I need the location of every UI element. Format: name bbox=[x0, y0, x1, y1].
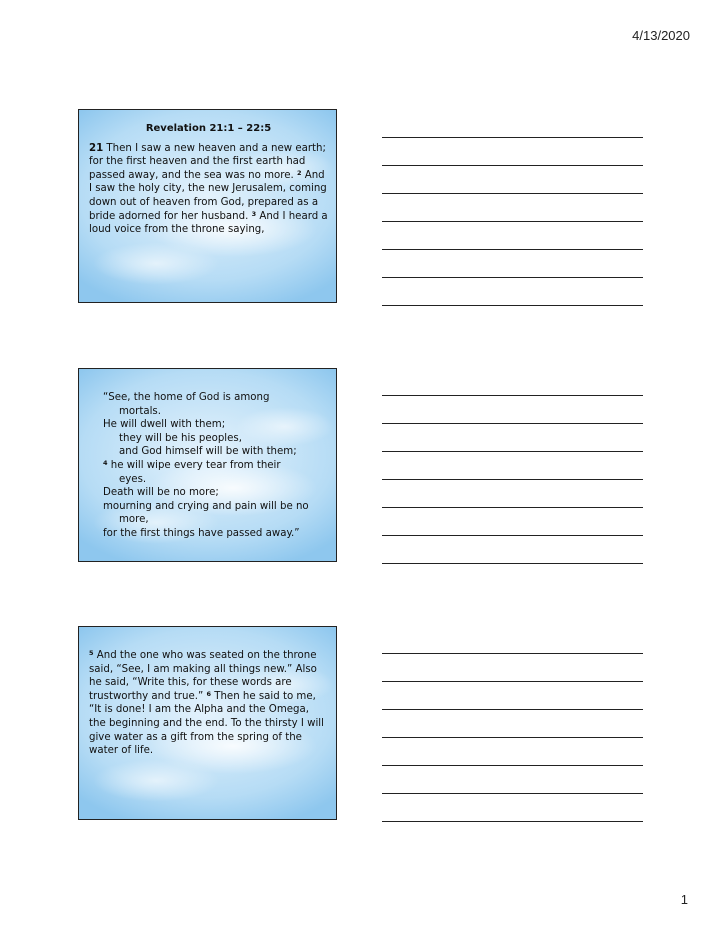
slide-2-poem bbox=[103, 391, 328, 541]
note-line bbox=[382, 709, 643, 710]
note-line bbox=[382, 765, 643, 766]
poem-line: Death will be no more; bbox=[103, 487, 219, 499]
note-line bbox=[382, 507, 643, 508]
note-line bbox=[382, 221, 643, 222]
poem-line: he will wipe every tear from their bbox=[110, 459, 281, 471]
verse-text: And the one who was seated on the throne said, “See, I am making all things new.” Also he said, “Write this, for these words are trustworthy and true.” bbox=[89, 650, 317, 702]
note-line bbox=[382, 451, 643, 452]
note-line bbox=[382, 137, 643, 138]
slide-1-text bbox=[89, 122, 328, 237]
note-line bbox=[382, 793, 643, 794]
verse-text: And I saw the holy city, the new Jerusalem, coming down out of heaven from God, prepared as a bride adorned for her husband. bbox=[89, 169, 327, 222]
slide-thumbnail-1 bbox=[78, 109, 337, 303]
verse-number: 21 bbox=[89, 142, 104, 154]
poem-line: mourning and crying and pain will be no bbox=[103, 500, 309, 512]
poem-line: “See, the home of God is among bbox=[103, 392, 270, 403]
poem-line: He will dwell with them; bbox=[103, 419, 226, 431]
note-line bbox=[382, 479, 643, 480]
note-line bbox=[382, 249, 643, 250]
poem-line: for the first things have passed away.” bbox=[103, 527, 300, 539]
verse-number: 5 bbox=[89, 649, 94, 657]
verse-number: 6 bbox=[206, 689, 212, 698]
note-line bbox=[382, 277, 643, 278]
poem-line: they will be his peoples, bbox=[119, 432, 242, 444]
slide-title: Revelation 21:1 – 22:5 bbox=[145, 123, 272, 134]
print-date: 4/13/2020 bbox=[632, 28, 690, 43]
poem-line: and God himself will be with them; bbox=[119, 446, 297, 458]
verse-number: 4 bbox=[103, 458, 108, 467]
verse-text: Then I saw a new heaven and a new earth; for the first heaven and the first earth had passed away, and the sea was no more. bbox=[89, 142, 326, 181]
poem-line: mortals. bbox=[119, 405, 161, 417]
note-line bbox=[382, 395, 643, 396]
slide-thumbnail-3 bbox=[78, 626, 337, 820]
page-number: 1 bbox=[680, 892, 688, 907]
note-line bbox=[382, 563, 643, 564]
note-line bbox=[382, 681, 643, 682]
note-line bbox=[382, 653, 643, 654]
note-line bbox=[382, 193, 643, 194]
poem-line-v4 bbox=[103, 459, 328, 473]
note-line bbox=[382, 165, 643, 166]
poem-line: more, bbox=[119, 514, 149, 526]
note-line bbox=[382, 535, 643, 536]
slide-thumbnail-2 bbox=[78, 368, 337, 562]
note-line bbox=[382, 423, 643, 424]
note-line bbox=[382, 305, 643, 306]
note-line bbox=[382, 737, 643, 738]
poem-line: eyes. bbox=[119, 473, 147, 485]
verse-text: And I heard a loud voice from the throne saying, bbox=[89, 210, 328, 236]
slide-3-text bbox=[89, 649, 328, 758]
note-line bbox=[382, 821, 643, 822]
verse-number: 3 bbox=[251, 209, 257, 218]
verse-number: 2 bbox=[296, 168, 302, 177]
verse-text: Then he said to me, “It is done! I am the Alpha and the Omega, the beginning and the end. To the thirsty I will give water as a gift from the spring of the water of life. bbox=[89, 690, 324, 757]
